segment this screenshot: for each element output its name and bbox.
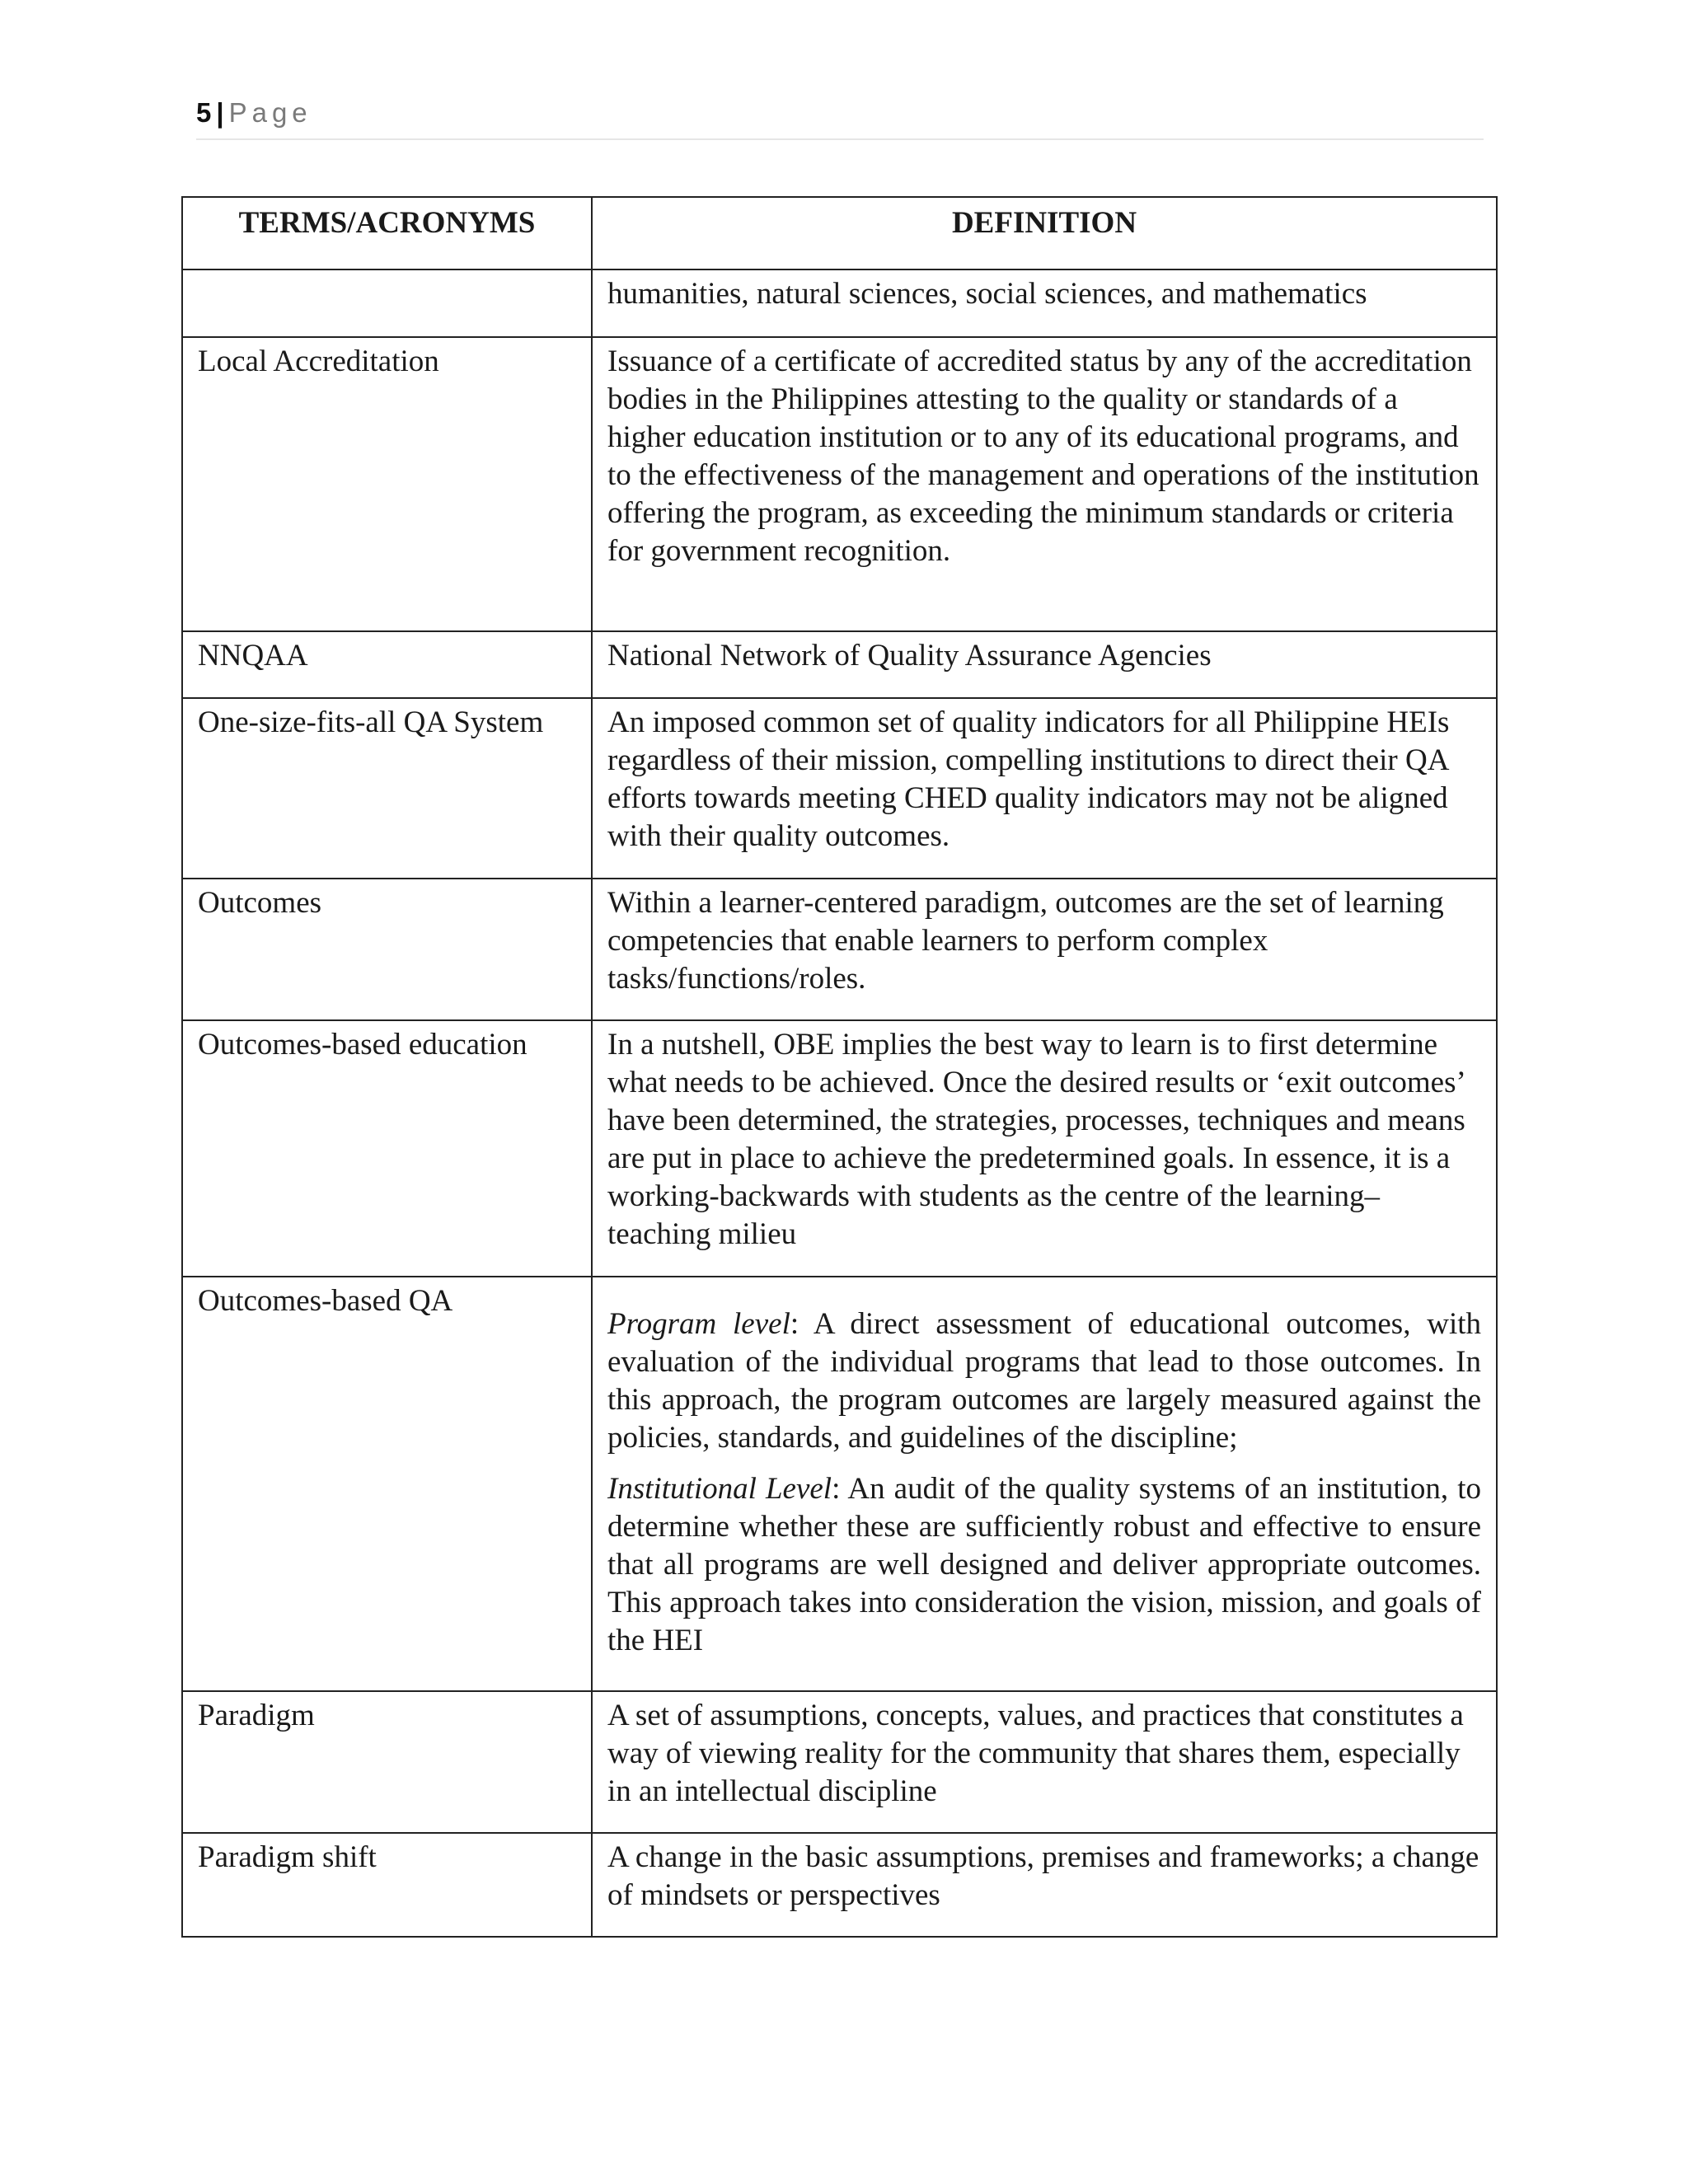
definition-cell	[592, 337, 1497, 631]
term-cell: Local Accreditation	[182, 337, 592, 631]
definition-cell	[592, 1691, 1497, 1833]
table-row	[182, 1833, 1497, 1937]
definition-cell	[592, 879, 1497, 1020]
program-level-label: Program level	[607, 1307, 790, 1341]
term-cell: Paradigm	[182, 1691, 592, 1833]
definition-cell	[592, 1277, 1497, 1691]
table-header-row	[182, 197, 1497, 269]
definition-cell	[592, 698, 1497, 879]
table-row	[182, 698, 1497, 879]
program-level-text: : A direct assessment of educational outcomes, with evaluation of the individual programs that lead to those outcomes. In this approach, the program outcomes are largely measured against the policies, standards, and guidelines of the discipline;	[607, 1307, 1482, 1455]
definition-text: A set of assumptions, concepts, values, and practices that constitutes a way of viewing reality for the community that shares them, especially in an intellectual discipline	[607, 1699, 1464, 1808]
definition-cell	[592, 1833, 1497, 1937]
table-row	[182, 879, 1497, 1020]
definition-text: A change in the basic assumptions, premises and frameworks; a change of mindsets or perspectives	[607, 1840, 1479, 1912]
definition-text: In a nutshell, OBE implies the best way to learn is to first determine what needs to be achieved. Once the desired results or ‘exit outcomes’ have been determined, the strategies, processes, techniques and means are put in place to achieve the predetermined goals. In essence, it is a working-backwards with students as the centre of the learning–teaching milieu	[607, 1028, 1465, 1251]
column-header-definition: DEFINITION	[592, 197, 1497, 269]
table-row	[182, 631, 1497, 698]
term-cell: One-size-fits-all QA System	[182, 698, 592, 879]
definition-text: National Network of Quality Assurance Agencies	[607, 639, 1212, 673]
definition-text: An imposed common set of quality indicators for all Philippine HEIs regardless of their mission, compelling institutions to direct their QA efforts towards meeting CHED quality indicators may not be aligned with their quality outcomes.	[607, 705, 1450, 853]
table-row	[182, 1277, 1497, 1691]
institutional-level-label: Institutional Level	[607, 1472, 832, 1506]
page-label: Page	[228, 97, 312, 128]
term-cell: Outcomes-based education	[182, 1020, 592, 1277]
definition-text: Issuance of a certificate of accredited status by any of the accreditation bodies in the Philippines attesting to the quality or standards of a higher education institution or to any of its educational programs, and to the effectiveness of the management and operations of the institution offering the program, as exceeding the minimum standards or criteria for government recognition.	[607, 344, 1479, 568]
definition-cell	[592, 1020, 1497, 1277]
definition-text: Within a learner-centered paradigm, outcomes are the set of learning competencies that enable learners to perform complex tasks/functions/roles.	[607, 886, 1444, 996]
page-separator: |	[216, 97, 224, 128]
page-number: 5	[196, 97, 212, 128]
term-cell: Outcomes	[182, 879, 592, 1020]
term-cell: Paradigm shift	[182, 1833, 592, 1937]
table-row	[182, 337, 1497, 631]
term-cell	[182, 269, 592, 337]
institutional-level-text: : An audit of the quality systems of an institution, to determine whether these are sufficiently robust and effective to ensure that all programs are well designed and deliver appropriate outcomes. This approach takes into consideration the vision, mission, and goals of the HEI	[607, 1472, 1481, 1657]
definitions-table	[181, 196, 1498, 1938]
definition-cell	[592, 631, 1497, 698]
term-cell: NNQAA	[182, 631, 592, 698]
column-header-terms: TERMS/ACRONYMS	[182, 197, 592, 269]
program-level-paragraph	[607, 1305, 1481, 1457]
table-row	[182, 269, 1497, 337]
page-header	[196, 97, 1484, 140]
definition-text: humanities, natural sciences, social sciences, and mathematics	[607, 277, 1367, 311]
table-row	[182, 1020, 1497, 1277]
definition-cell	[592, 269, 1497, 337]
institutional-level-paragraph	[607, 1470, 1481, 1660]
table-row	[182, 1691, 1497, 1833]
term-cell: Outcomes-based QA	[182, 1277, 592, 1691]
